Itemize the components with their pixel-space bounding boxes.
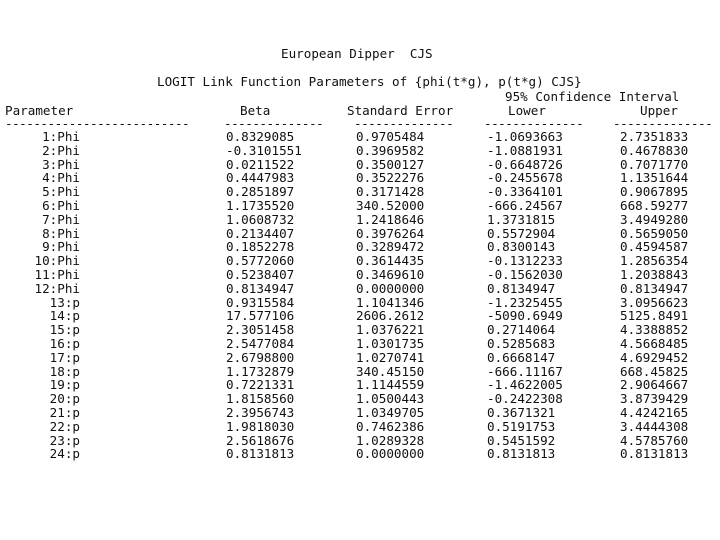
parameter-cell: 15:p bbox=[49, 322, 80, 338]
upper-cell: 0.4678830 bbox=[620, 142, 689, 158]
beta-cell: 1.1732879 bbox=[226, 363, 295, 379]
header-parameter: Parameter bbox=[5, 103, 74, 118]
beta-cell: 0.8131813 bbox=[226, 446, 295, 462]
upper-cell: 668.59277 bbox=[620, 197, 689, 213]
upper-cell: 2.7351833 bbox=[620, 129, 689, 144]
table-row bbox=[0, 351, 720, 365]
lower-cell: 0.8134947 bbox=[487, 280, 556, 296]
divider-parameter: -------------------------- bbox=[5, 116, 190, 131]
parameter-cell: 4:Phi bbox=[42, 170, 80, 186]
table-row bbox=[0, 337, 720, 351]
report-subtitle: LOGIT Link Function Parameters of {phi(t*g), p(t*g) CJS} bbox=[157, 74, 582, 89]
table-row bbox=[0, 323, 720, 337]
upper-cell: 1.2038843 bbox=[620, 266, 689, 282]
standard-error-cell: 0.7462386 bbox=[356, 418, 425, 434]
upper-cell: 0.9067895 bbox=[620, 184, 689, 200]
lower-cell: -1.4622005 bbox=[487, 377, 563, 393]
table-row bbox=[0, 199, 720, 213]
table-row bbox=[0, 365, 720, 379]
beta-cell: 0.1852278 bbox=[226, 239, 295, 255]
upper-cell: 3.4949280 bbox=[620, 211, 689, 227]
table-row bbox=[0, 282, 720, 296]
beta-cell: 2.3051458 bbox=[226, 322, 295, 338]
beta-cell: 0.5772060 bbox=[226, 253, 295, 269]
parameter-cell: 17:p bbox=[49, 349, 80, 365]
table-row bbox=[0, 144, 720, 158]
standard-error-cell: 340.45150 bbox=[356, 363, 425, 379]
parameter-cell: 22:p bbox=[49, 418, 80, 434]
standard-error-cell: 0.3614435 bbox=[356, 253, 425, 269]
divider-beta: -------------- bbox=[224, 116, 324, 131]
parameter-cell: 20:p bbox=[49, 391, 80, 407]
lower-cell: 0.5572904 bbox=[487, 225, 556, 241]
table-row bbox=[0, 240, 720, 254]
parameter-cell: 11:Phi bbox=[34, 266, 80, 282]
upper-cell: 0.5659050 bbox=[620, 225, 689, 241]
parameter-cell: 8:Phi bbox=[42, 225, 80, 241]
lower-cell: 0.6668147 bbox=[487, 349, 556, 365]
standard-error-cell: 0.9705484 bbox=[356, 129, 425, 144]
parameter-cell: 2:Phi bbox=[42, 142, 80, 158]
parameter-cell: 18:p bbox=[49, 363, 80, 379]
upper-cell: 2.9064667 bbox=[620, 377, 689, 393]
upper-cell: 4.4242165 bbox=[620, 404, 689, 420]
beta-cell: 2.5618676 bbox=[226, 432, 295, 448]
parameter-cell: 7:Phi bbox=[42, 211, 80, 227]
standard-error-cell: 1.1144559 bbox=[356, 377, 425, 393]
parameter-cell: 23:p bbox=[49, 432, 80, 448]
standard-error-cell: 1.0349705 bbox=[356, 404, 425, 420]
upper-cell: 668.45825 bbox=[620, 363, 689, 379]
table-row bbox=[0, 158, 720, 172]
divider-upper: -------------- bbox=[613, 116, 713, 131]
table-row bbox=[0, 378, 720, 392]
table-row bbox=[0, 420, 720, 434]
lower-cell: -0.2422308 bbox=[487, 391, 563, 407]
table-row bbox=[0, 268, 720, 282]
upper-cell: 3.8739429 bbox=[620, 391, 689, 407]
lower-cell: -666.11167 bbox=[487, 363, 563, 379]
beta-cell: 2.6798800 bbox=[226, 349, 295, 365]
beta-cell: 0.8329085 bbox=[226, 129, 295, 144]
beta-cell: 0.5238407 bbox=[226, 266, 295, 282]
parameter-cell: 5:Phi bbox=[42, 184, 80, 200]
table-row bbox=[0, 309, 720, 323]
beta-cell: 0.8134947 bbox=[226, 280, 295, 296]
lower-cell: 0.8131813 bbox=[487, 446, 556, 462]
standard-error-cell: 0.0000000 bbox=[356, 446, 425, 462]
table-row bbox=[0, 447, 720, 461]
upper-cell: 3.0956623 bbox=[620, 294, 689, 310]
beta-cell: 0.4447983 bbox=[226, 170, 295, 186]
upper-cell: 0.8134947 bbox=[620, 280, 689, 296]
beta-cell: 1.0608732 bbox=[226, 211, 295, 227]
header-beta: Beta bbox=[240, 103, 271, 118]
parameter-cell: 12:Phi bbox=[34, 280, 80, 296]
upper-cell: 5125.8491 bbox=[620, 308, 689, 324]
header-lower: Lower bbox=[508, 103, 546, 118]
header-upper: Upper bbox=[640, 103, 678, 118]
lower-cell: -0.2455678 bbox=[487, 170, 563, 186]
standard-error-cell: 0.3522276 bbox=[356, 170, 425, 186]
standard-error-cell: 0.3289472 bbox=[356, 239, 425, 255]
parameter-cell: 14:p bbox=[49, 308, 80, 324]
table-row bbox=[0, 227, 720, 241]
upper-cell: 1.1351644 bbox=[620, 170, 689, 186]
standard-error-cell: 1.0301735 bbox=[356, 335, 425, 351]
beta-cell: 17.577106 bbox=[226, 308, 295, 324]
beta-cell: -0.3101551 bbox=[226, 142, 302, 158]
standard-error-cell: 1.1041346 bbox=[356, 294, 425, 310]
lower-cell: 0.3671321 bbox=[487, 404, 556, 420]
upper-cell: 0.7071770 bbox=[620, 156, 689, 172]
parameter-cell: 10:Phi bbox=[34, 253, 80, 269]
upper-cell: 4.6929452 bbox=[620, 349, 689, 365]
standard-error-cell: 0.3171428 bbox=[356, 184, 425, 200]
standard-error-cell: 0.3500127 bbox=[356, 156, 425, 172]
upper-cell: 3.4444308 bbox=[620, 418, 689, 434]
lower-cell: -666.24567 bbox=[487, 197, 563, 213]
standard-error-cell: 1.0270741 bbox=[356, 349, 425, 365]
standard-error-cell: 0.3469610 bbox=[356, 266, 425, 282]
parameter-cell: 1:Phi bbox=[42, 129, 80, 144]
upper-cell: 4.3388852 bbox=[620, 322, 689, 338]
parameter-cell: 13:p bbox=[49, 294, 80, 310]
divider-standard-error: -------------- bbox=[354, 116, 454, 131]
table-row bbox=[0, 130, 720, 144]
standard-error-cell: 1.0289328 bbox=[356, 432, 425, 448]
standard-error-cell: 1.2418646 bbox=[356, 211, 425, 227]
lower-cell: -1.0693663 bbox=[487, 129, 563, 144]
table-row bbox=[0, 406, 720, 420]
lower-cell: -0.3364101 bbox=[487, 184, 563, 200]
standard-error-cell: 1.0500443 bbox=[356, 391, 425, 407]
table-row bbox=[0, 213, 720, 227]
upper-cell: 4.5668485 bbox=[620, 335, 689, 351]
upper-cell: 1.2856354 bbox=[620, 253, 689, 269]
standard-error-cell: 0.0000000 bbox=[356, 280, 425, 296]
beta-cell: 2.5477084 bbox=[226, 335, 295, 351]
beta-cell: 0.7221331 bbox=[226, 377, 295, 393]
standard-error-cell: 2606.2612 bbox=[356, 308, 425, 324]
confidence-interval-header: 95% Confidence Interval bbox=[505, 89, 680, 104]
beta-cell: 1.8158560 bbox=[226, 391, 295, 407]
lower-cell: -1.2325455 bbox=[487, 294, 563, 310]
upper-cell: 0.8131813 bbox=[620, 446, 689, 462]
parameter-cell: 3:Phi bbox=[42, 156, 80, 172]
lower-cell: 0.2714064 bbox=[487, 322, 556, 338]
table-row bbox=[0, 254, 720, 268]
lower-cell: 0.5285683 bbox=[487, 335, 556, 351]
lower-cell: -0.1312233 bbox=[487, 253, 563, 269]
table-row bbox=[0, 392, 720, 406]
lower-cell: -0.6648726 bbox=[487, 156, 563, 172]
parameter-cell: 24:p bbox=[49, 446, 80, 462]
parameter-cell: 6:Phi bbox=[42, 197, 80, 213]
table-row bbox=[0, 171, 720, 185]
report-title: European Dipper CJS bbox=[281, 46, 433, 61]
lower-cell: -1.0881931 bbox=[487, 142, 563, 158]
divider-lower: -------------- bbox=[484, 116, 584, 131]
beta-cell: 0.9315584 bbox=[226, 294, 295, 310]
beta-cell: 0.0211522 bbox=[226, 156, 295, 172]
parameter-cell: 21:p bbox=[49, 404, 80, 420]
standard-error-cell: 0.3969582 bbox=[356, 142, 425, 158]
lower-cell: 0.8300143 bbox=[487, 239, 556, 255]
standard-error-cell: 1.0376221 bbox=[356, 322, 425, 338]
parameter-table-body bbox=[0, 130, 720, 461]
lower-cell: 0.5191753 bbox=[487, 418, 556, 434]
beta-cell: 0.2134407 bbox=[226, 225, 295, 241]
parameter-cell: 16:p bbox=[49, 335, 80, 351]
beta-cell: 2.3956743 bbox=[226, 404, 295, 420]
lower-cell: -5090.6949 bbox=[487, 308, 563, 324]
standard-error-cell: 340.52000 bbox=[356, 197, 425, 213]
lower-cell: -0.1562030 bbox=[487, 266, 563, 282]
parameter-cell: 19:p bbox=[49, 377, 80, 393]
upper-cell: 4.5785760 bbox=[620, 432, 689, 448]
header-standard-error: Standard Error bbox=[347, 103, 454, 118]
lower-cell: 0.5451592 bbox=[487, 432, 556, 448]
parameter-cell: 9:Phi bbox=[42, 239, 80, 255]
table-row bbox=[0, 296, 720, 310]
standard-error-cell: 0.3976264 bbox=[356, 225, 425, 241]
table-row bbox=[0, 434, 720, 448]
table-row bbox=[0, 185, 720, 199]
upper-cell: 0.4594587 bbox=[620, 239, 689, 255]
beta-cell: 0.2851897 bbox=[226, 184, 295, 200]
beta-cell: 1.9818030 bbox=[226, 418, 295, 434]
lower-cell: 1.3731815 bbox=[487, 211, 556, 227]
beta-cell: 1.1735520 bbox=[226, 197, 295, 213]
